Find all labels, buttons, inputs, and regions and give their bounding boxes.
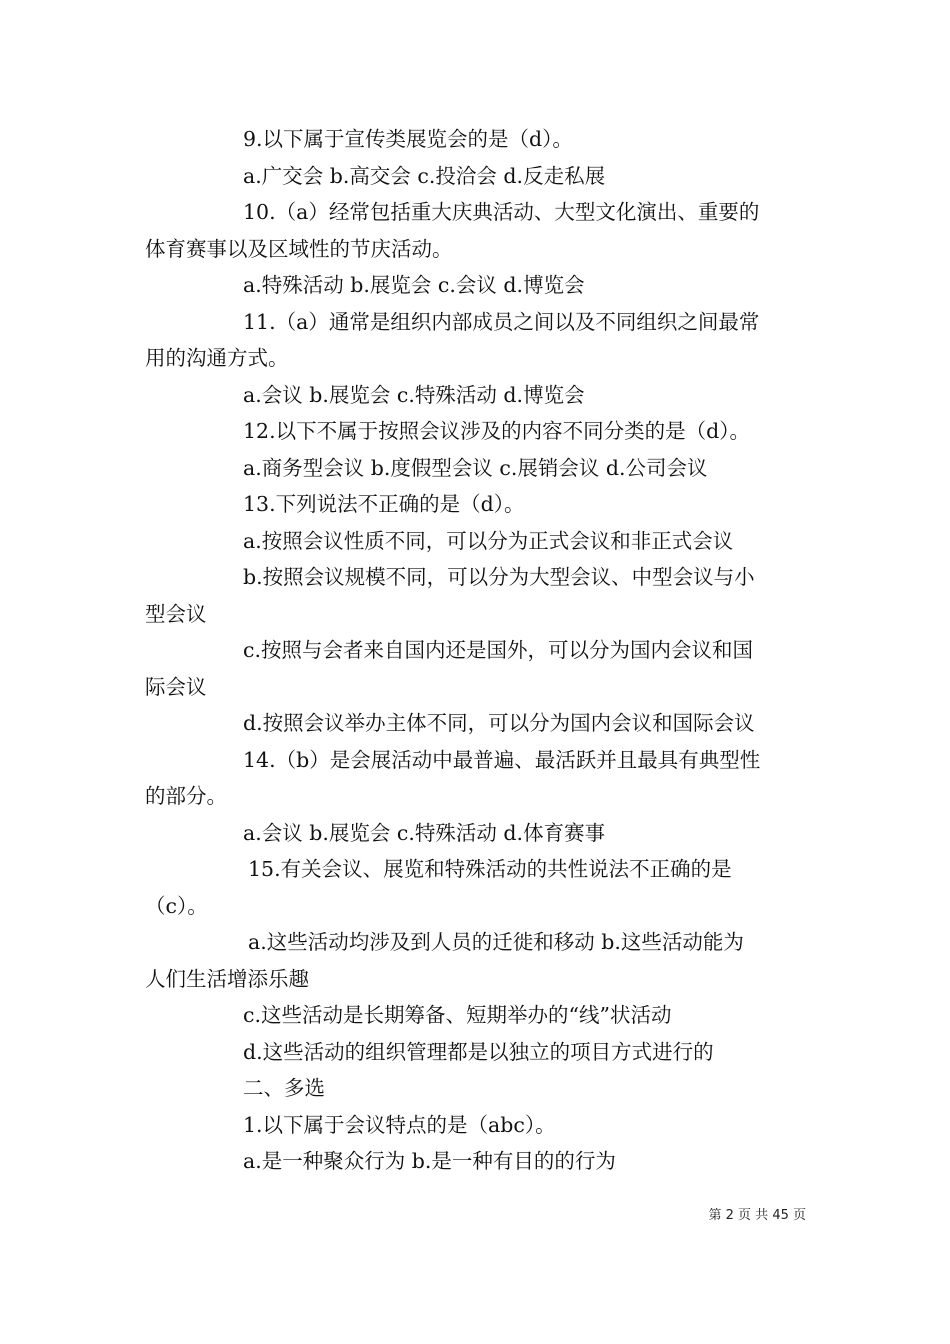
text-line: 10.（a）经常包括重大庆典活动、大型文化演出、重要的: [243, 200, 760, 224]
text-line: 11.（a）通常是组织内部成员之间以及不同组织之间最常: [243, 309, 760, 334]
text-line: 14.（b）是会展活动中最普遍、最活跃并且最具有典型性: [243, 747, 761, 772]
text-line: 12.以下不属于按照会议涉及的内容不同分类的是（d）。: [243, 419, 750, 443]
text-line: c.这些活动是长期筹备、短期举办的“线”状活动: [243, 1003, 672, 1027]
text-line: 13.下列说法不正确的是（d）。: [243, 492, 525, 516]
text-line: a.广交会 b.高交会 c.投洽会 d.反走私展: [243, 163, 606, 188]
text-line: a.这些活动均涉及到人员的迁徙和移动 b.这些活动能为: [248, 930, 744, 954]
text-line: 型会议: [145, 601, 207, 626]
document-body: [145, 121, 810, 1180]
page-number-footer: 第 2 页 共 45 页: [708, 1208, 806, 1223]
text-line: 际会议: [145, 674, 207, 699]
text-line: a.是一种聚众行为 b.是一种有目的的行为: [243, 1149, 616, 1173]
text-line: a.会议 b.展览会 c.特殊活动 d.体育赛事: [243, 820, 606, 845]
text-line: （c）。: [145, 893, 208, 918]
text-line: 的部分。: [145, 784, 227, 808]
text-line: a.商务型会议 b.度假型会议 c.展销会议 d.公司会议: [243, 455, 708, 480]
text-line: a.按照会议性质不同，可以分为正式会议和非正式会议: [243, 528, 734, 553]
text-line: 用的沟通方式。: [145, 346, 289, 370]
text-line: c.按照与会者来自国内还是国外，可以分为国内会议和国: [243, 638, 753, 662]
text-line: 1.以下属于会议特点的是（abc）。: [243, 1112, 556, 1137]
text-line: 二、多选: [243, 1076, 325, 1100]
text-line: a.会议 b.展览会 c.特殊活动 d.博览会: [243, 382, 585, 407]
text-line: 9.以下属于宣传类展览会的是（d）。: [243, 127, 573, 151]
text-line: d.按照会议举办主体不同，可以分为国内会议和国际会议: [243, 711, 755, 735]
text-line: b.按照会议规模不同，可以分为大型会议、中型会议与小: [243, 565, 755, 589]
text-line: a.特殊活动 b.展览会 c.会议 d.博览会: [243, 273, 585, 297]
text-line: 体育赛事以及区域性的节庆活动。: [145, 236, 453, 261]
text-line: 15.有关会议、展览和特殊活动的共性说法不正确的是: [248, 857, 732, 881]
text-line: 人们生活增添乐趣: [145, 966, 309, 991]
text-line: d.这些活动的组织管理都是以独立的项目方式进行的: [243, 1039, 714, 1064]
